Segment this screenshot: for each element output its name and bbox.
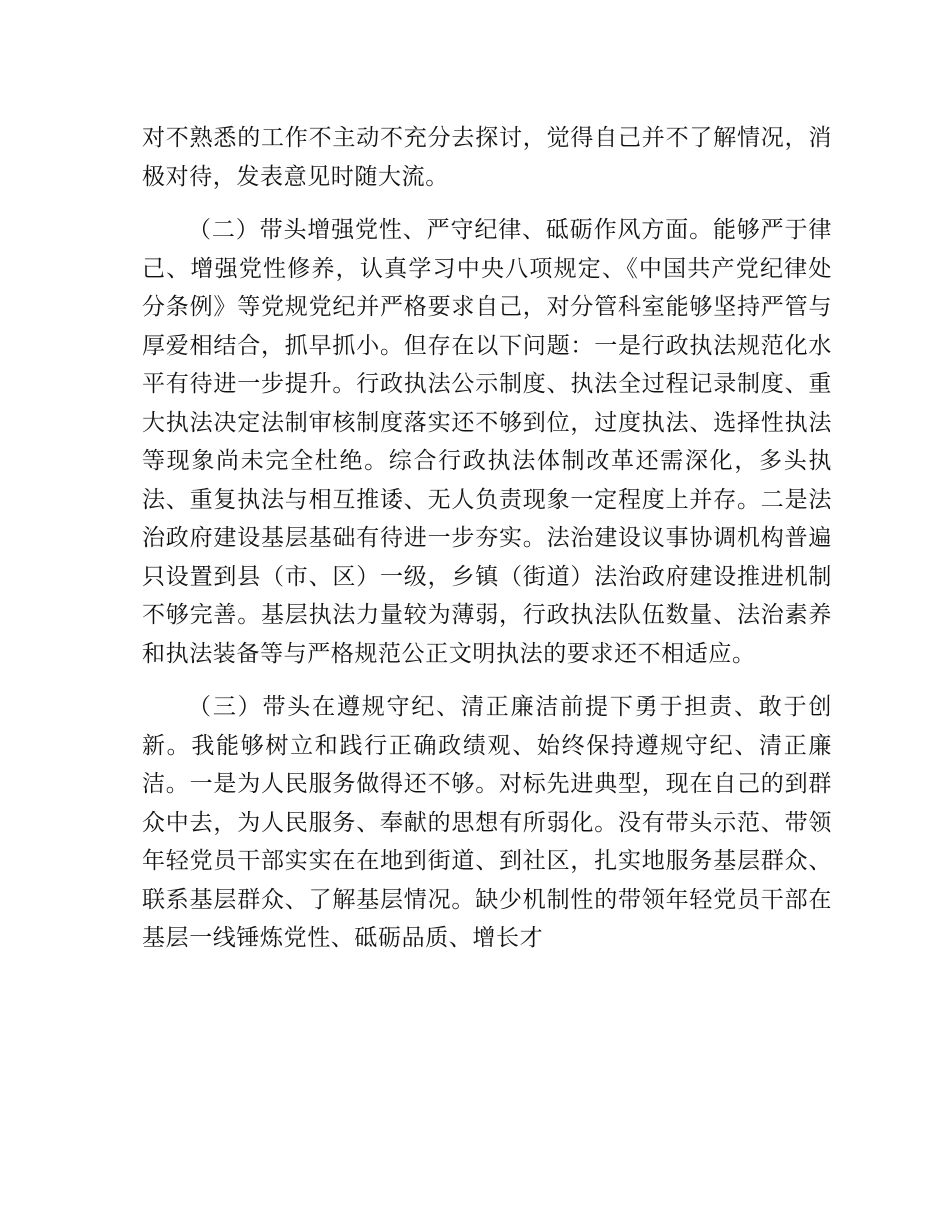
paragraph-continuation: 对不熟悉的工作不主动不充分去探讨，觉得自己并不了解情况，消极对待，发表意见时随大流。	[142, 125, 832, 190]
document-page	[142, 119, 832, 958]
paragraph-section-two: （二）带头增强党性、严守纪律、砥砺作风方面。能够严于律己、增强党性修养，认真学习中央八项规定、《中国共产党纪律处分条例》等党规党纪并严格要求自己，对分管科室能够坚持严管与厚爱相结合，抓早抓小。但存在以下问题：一是行政执法规范化水平有待进一步提升。行政执法公示制度、执法全过程记录制度、重大执法决定法制审核制度落实还不够到位，过度执法、选择性执法等现象尚未完全杜绝。综合行政执法体制改革还需深化，多头执法、重复执法与相互推诿、无人负责现象一定程度上并存。二是法治政府建设基层基础有待进一步夯实。法治建设议事协调机构普遍只设置到县（市、区）一级，乡镇（街道）法治政府建设推进机制不够完善。基层执法力量较为薄弱，行政执法队伍数量、法治素养和执法装备等与严格规范公正文明执法的要求还不相适应。	[142, 217, 832, 667]
paragraph-section-three: （三）带头在遵规守纪、清正廉洁前提下勇于担责、敢于创新。我能够树立和践行正确政绩观、始终保持遵规守纪、清正廉洁。一是为人民服务做得还不够。对标先进典型，现在自己的到群众中去，为人民服务、奉献的思想有所弱化。没有带头示范、带领年轻党员干部实实在在地到街道、到社区，扎实地服务基层群众、联系基层群众、了解基层情况。缺少机制性的带领年轻党员干部在基层一线锤炼党性、砥砺品质、增长才	[142, 694, 832, 951]
